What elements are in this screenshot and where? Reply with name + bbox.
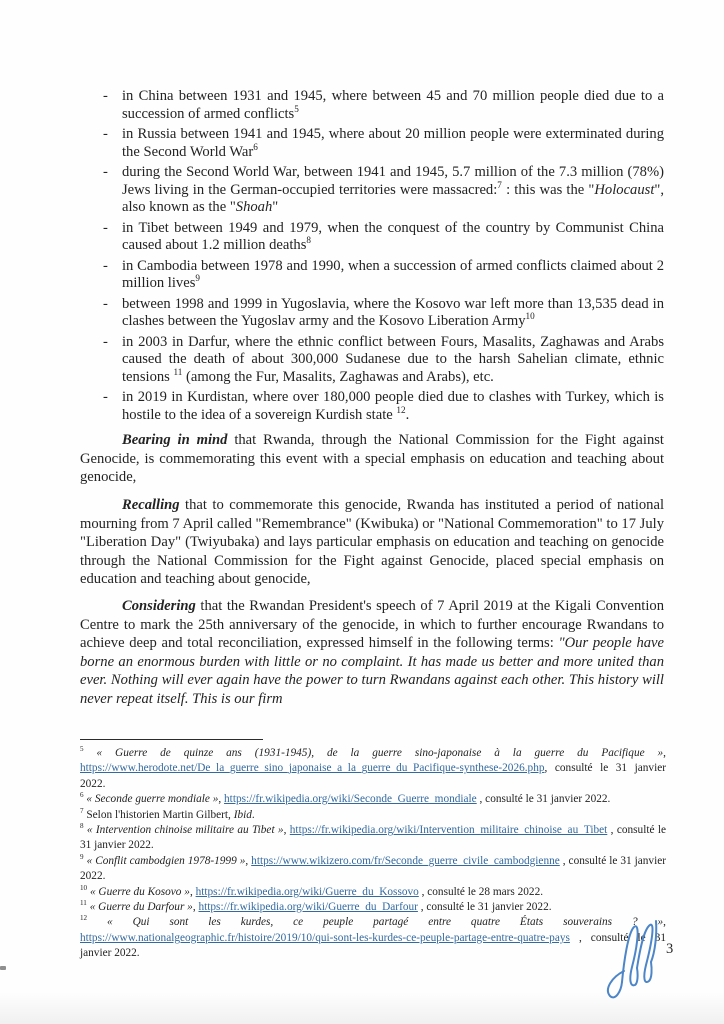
- bullet-dash: -: [103, 164, 108, 180]
- text-run: ,: [189, 885, 196, 898]
- footnote-item: [80, 808, 666, 823]
- text-run: ,: [663, 916, 666, 929]
- footnote-divider: [80, 739, 263, 740]
- footnote-ref: 11: [173, 366, 183, 377]
- hyperlink[interactable]: https://www.nationalgeographic.fr/histoire/2019/10/qui-sont-les-kurdes-ce-peuple-partage-entre-quatre-pays: [80, 931, 570, 944]
- page-number: 3: [666, 941, 674, 957]
- footnote-ref: 10: [80, 883, 88, 892]
- text-run: , consulté le 28 mars 2022.: [418, 885, 544, 898]
- text-run: in Cambodia between 1978 and 1990, when a succession of armed conflicts claimed about 2 million lives: [122, 257, 664, 291]
- bullet-dash: -: [103, 333, 108, 350]
- bullet-text: [122, 126, 664, 161]
- text-run: between 1998 and 1999 in Yugoslavia, where the Kosovo war left more than 13,535 dead in clashes between the Yugoslav army and the Kosovo Liberation Army: [122, 295, 664, 329]
- text-run: , consulté le 31 janvier 2022.: [80, 824, 666, 852]
- text-run: ,: [218, 793, 225, 806]
- text-run: in Russia between 1941 and 1945, where about 20 million people were exterminated during the Second World War: [122, 126, 664, 160]
- bullet-text: [122, 164, 664, 217]
- text-run: Holocaust: [594, 181, 655, 198]
- footnote-ref: 11: [80, 899, 87, 908]
- scan-artifact: [0, 966, 6, 970]
- bullet-text: [122, 334, 664, 387]
- text-run: ,: [283, 824, 290, 837]
- bullet-item: [80, 164, 664, 217]
- text-run: in Tibet between 1949 and 1979, when the conquest of the country by Communist China caused about 1.2 million deaths: [122, 219, 664, 253]
- bullet-dash: -: [103, 389, 108, 405]
- text-run: (among the Fur, Masalits, Zaghawas and Arabs), etc.: [182, 368, 494, 385]
- text-run: , consulté le 31 janvier 2022.: [80, 854, 666, 883]
- text-run: in China between 1931 and 1945, where between 45 and 70 million people died due to a succession of armed conflicts: [122, 88, 664, 122]
- hyperlink[interactable]: https://fr.wikipedia.org/wiki/Guerre_du_Kossovo: [195, 885, 419, 898]
- bullet-dash: -: [103, 219, 108, 236]
- footnote-item: [80, 792, 666, 807]
- footnote-ref: 8: [306, 235, 312, 246]
- text-run: « Qui sont les kurdes, ce peuple partagé entre quatre États souverains ? »: [107, 916, 664, 929]
- text-run: in 2019 in Kurdistan, where over 180,000 people died due to clashes with Turkey, which is hostile to the idea of a sovereign Kurdish state: [122, 389, 664, 423]
- footnote-ref: 12: [396, 404, 406, 415]
- text-run: .: [251, 808, 255, 821]
- bullet-list: [80, 88, 664, 427]
- text-run: .: [405, 406, 410, 423]
- bullet-item: [80, 126, 664, 161]
- footnote-ref: 7: [80, 806, 84, 815]
- footnote-ref: 10: [525, 311, 535, 322]
- bullet-item: [80, 389, 664, 424]
- footnote-ref: 5: [80, 745, 84, 754]
- text-run: « Intervention chinoise militaire au Tibet »: [86, 824, 284, 837]
- bullet-item: [80, 334, 664, 387]
- text-run: Selon l'historien Martin Gilbert,: [83, 808, 234, 821]
- bullet-dash: -: [103, 88, 108, 104]
- text-run: that Rwanda, through the National Commission for the Fight against Genocide, is commemorating this event with a special emphasis on education and teaching about genocide,: [80, 432, 664, 486]
- text-run: ,: [663, 747, 666, 759]
- bullet-item: [80, 258, 664, 293]
- text-run: « Guerre de quinze ans (1931-1945), de la guerre sino-japonaise à la guerre du Pacifique »: [96, 747, 664, 759]
- text-run: "Our people have borne an enormous burden with little or no complaint. It has made us better and more united than ever. Nothing will ever again have the power to turn Rwandans against each other. This history will never repeat itself. This is our firm: [80, 635, 665, 707]
- text-run: Recalling: [122, 497, 180, 513]
- text-run: during the Second World War, between 1941 and 1945, 5.7 million of the 7.3 million (78%) Jews living in the German-occupied territories were massacred:: [122, 164, 664, 198]
- text-run: ": [272, 199, 279, 215]
- bullet-text: [122, 389, 664, 424]
- text-run: that to commemorate this genocide, Rwanda has instituted a period of national mourning from 7 April called "Remembrance" (Kwibuka) or "National Commemoration" to 17 July "Liberation Day" (Twiyubaka) and lays particular emphasis on education and teaching on genocide through the National Commission for the Fight against Genocide, placed special emphasis on education and teaching about genocide,: [80, 497, 664, 588]
- text-run: , consulté le 31 janvier 2022.: [417, 901, 552, 914]
- text-run: , consulté le 31 janvier 2022.: [80, 762, 666, 790]
- footnote-ref: 8: [80, 822, 84, 831]
- text-run: « Guerre du Darfour »: [89, 901, 193, 914]
- text-run: Considering: [122, 598, 196, 614]
- text-run: , consulté le 31 janvier 2022.: [80, 931, 666, 960]
- footnote-item: [80, 823, 666, 854]
- text-run: « Conflit cambodgien 1978-1999 »: [86, 854, 246, 867]
- footnote-ref: 9: [195, 273, 200, 284]
- bullet-text: [122, 220, 664, 255]
- bullet-dash: -: [103, 295, 108, 312]
- footnote-ref: 6: [253, 141, 258, 152]
- bullet-text: [122, 296, 664, 331]
- footnote-ref: 5: [294, 103, 299, 114]
- footnote-item: [80, 854, 666, 885]
- footnote-item: [80, 915, 666, 961]
- text-run: « Guerre du Kosovo »: [89, 885, 190, 898]
- text-run: : this was the ": [501, 181, 595, 198]
- text-run: Shoah: [235, 199, 273, 215]
- footnote-ref: 7: [497, 179, 502, 190]
- text-run: ", also known as the ": [122, 181, 664, 215]
- footnote-ref: 6: [80, 791, 84, 800]
- hyperlink[interactable]: https://www.herodote.net/De_la_guerre_sino_japonaise_a_la_guerre_du_Pacifique-synthese-2026.php: [80, 762, 545, 775]
- bullet-item: [80, 220, 664, 255]
- bullet-text: [122, 258, 664, 293]
- bullet-dash: -: [103, 257, 108, 274]
- hyperlink[interactable]: https://fr.wikipedia.org/wiki/Guerre_du_Darfour: [198, 901, 418, 914]
- text-run: « Seconde guerre mondiale »: [86, 793, 219, 806]
- text-run: , consulté le 31 janvier 2022.: [476, 793, 611, 806]
- hyperlink[interactable]: https://fr.wikipedia.org/wiki/Seconde_Guerre_mondiale: [224, 793, 477, 806]
- hyperlink[interactable]: https://fr.wikipedia.org/wiki/Intervention_militaire_chinoise_au_Tibet: [289, 824, 608, 837]
- hyperlink[interactable]: https://www.wikizero.com/fr/Seconde_guerre_civile_cambodgienne: [251, 854, 560, 867]
- paragraph-recalling: [80, 496, 664, 589]
- text-run: Bearing in mind: [122, 432, 228, 448]
- paragraph-considering: [80, 597, 664, 709]
- text-run: [84, 747, 97, 759]
- footnote-item: [80, 746, 666, 792]
- footnotes-section: [80, 746, 666, 962]
- footnote-item: [80, 900, 666, 915]
- text-run: ,: [192, 901, 199, 914]
- footnote-ref: 9: [80, 853, 84, 862]
- bullet-dash: -: [103, 126, 108, 142]
- text-run: ,: [245, 854, 252, 867]
- bullet-item: [80, 296, 664, 331]
- paragraph-bearing-in-mind: [80, 431, 664, 487]
- text-run: Ibid: [233, 808, 252, 821]
- footnote-ref: 12: [80, 914, 88, 923]
- bullet-text: [122, 88, 664, 123]
- bullet-item: [80, 88, 664, 123]
- text-run: that the Rwandan President's speech of 7 April 2019 at the Kigali Convention Centre to mark the 25th anniversary of the genocide, in which to further encourage Rwandans to achieve deep and total reconciliation, expressed himself in the following terms:: [80, 598, 664, 652]
- footnote-item: [80, 885, 666, 900]
- text-run: in 2003 in Darfur, where the ethnic conflict between Fours, Masalits, Zaghawas and Arabs caused the death of about 300,000 Sudanese due to the harsh Sahelian climate, ethnic tensions: [122, 333, 664, 385]
- text-run: [87, 916, 107, 928]
